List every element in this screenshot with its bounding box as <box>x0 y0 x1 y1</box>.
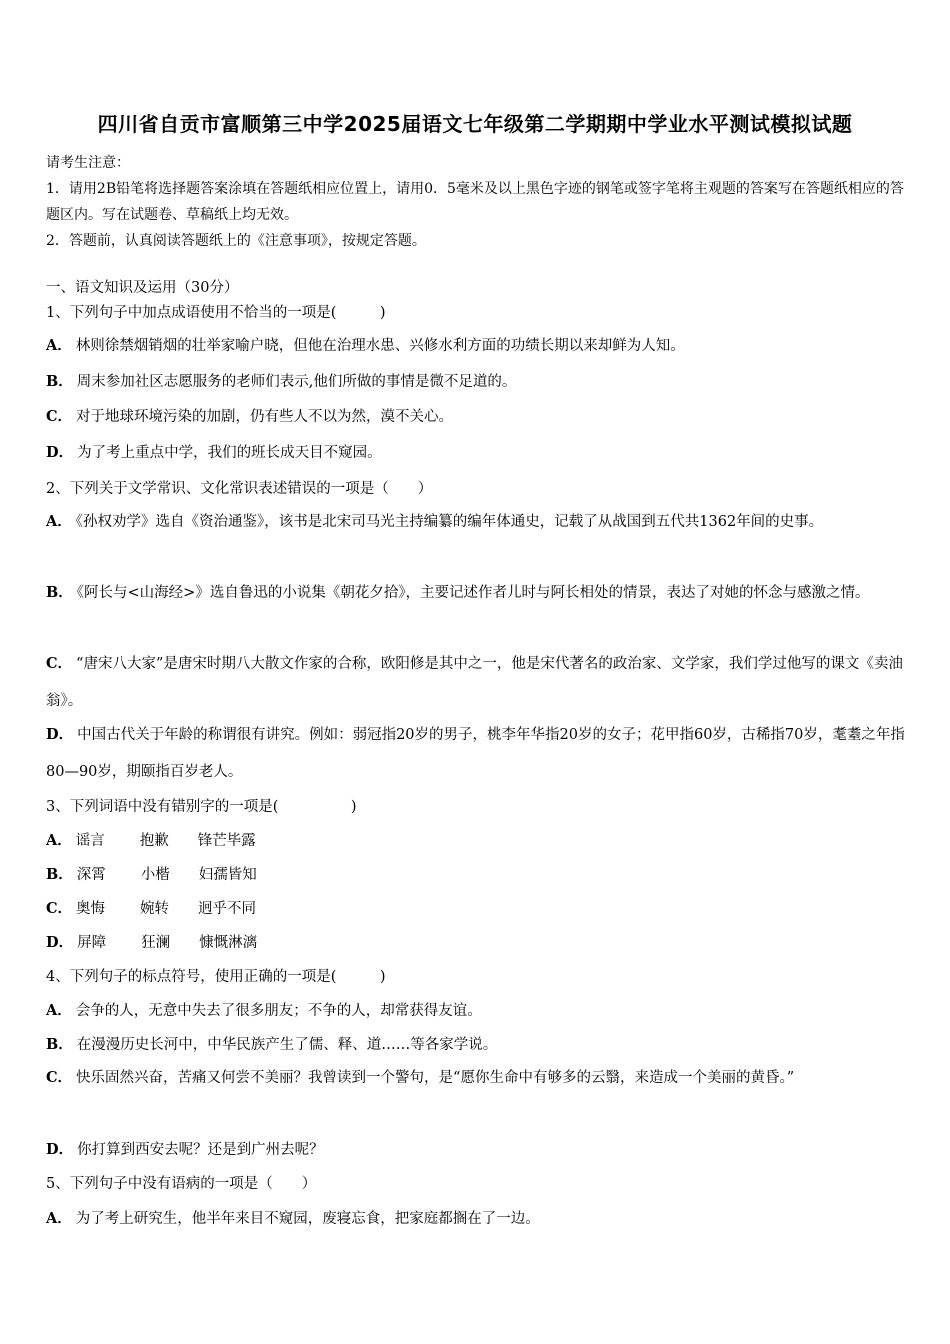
option-label: A． <box>46 1002 72 1019</box>
option-text: 会争的人，无意中失去了很多朋友；不争的人，却常获得友谊。 <box>75 1003 482 1019</box>
option-label: A． <box>46 513 72 530</box>
word: 婉转 <box>140 901 170 917</box>
option-label: A． <box>46 1210 72 1227</box>
q4-option-b <box>46 1033 906 1054</box>
q1-option-c <box>46 405 906 426</box>
q4-stem: 4、下列句子的标点符号，使用正确的一项是( ) <box>46 969 386 985</box>
q5-option-a <box>46 1207 906 1228</box>
option-text: 快乐固然兴奋，苦痛又何尝不美丽？我曾读到一个警句，是“愿你生命中有够多的云翳，来造成一个美丽的黄昏。” <box>76 1070 795 1086</box>
q4-option-d <box>46 1138 906 1159</box>
option-text: 为了考上重点中学，我们的班长成天目不窥园。 <box>77 445 382 461</box>
word: 锋芒毕露 <box>197 833 256 849</box>
option-text: 《阿长与<山海经>》选自鲁迅的小说集《朝花夕拾》，主要记述作者儿时与阿长相处的情景，表达了对她的怀念与感激之情。 <box>76 585 870 601</box>
section-heading: 一、语文知识及运用（30分） <box>46 280 239 296</box>
word: 小楷 <box>140 867 170 883</box>
notice-item-1: 1．请用2B铅笔将选择题答案涂填在答题纸相应位置上，请用0．5毫米及以上黑色字迹的钢笔或签字笔将主观题的答案写在答题纸相应的答题区内。写在试题卷、草稿纸上均无效。 <box>46 181 904 223</box>
option-label: A． <box>46 832 72 849</box>
exam-title: 四川省自贡市富顺第三中学2025届语文七年级第二学期期中学业水平测试模拟试题 <box>97 112 853 136</box>
notice-heading: 请考生注意： <box>46 155 130 171</box>
option-label: D． <box>46 934 74 951</box>
word: 抱歉 <box>139 833 169 849</box>
option-text: 林则徐禁烟销烟的壮举家喻户晓，但他在治理水患、兴修水利方面的功绩长期以来却鲜为人知。 <box>75 338 685 354</box>
option-text: 你打算到西安去呢？还是到广州去呢？ <box>77 1142 324 1158</box>
q3-option-a <box>46 829 906 850</box>
q1-option-b <box>46 370 906 391</box>
option-text: 对于地球环境污染的加剧，仍有些人不以为然，漠不关心。 <box>76 409 454 425</box>
word: 慷慨淋漓 <box>199 935 258 951</box>
option-text: 在漫漫历史长河中，中华民族产生了儒、释、道……等各家学说。 <box>76 1037 498 1053</box>
q4-option-c <box>46 1059 906 1097</box>
q3-option-b <box>46 863 906 884</box>
q1-option-a <box>46 334 906 355</box>
q2-option-c <box>46 645 906 720</box>
q2-option-d <box>46 716 906 791</box>
option-text: 《孙权劝学》选自《资治通鉴》，该书是北宋司马光主持编纂的编年体通史，记载了从战国到五代共1362年间的史事。 <box>75 514 824 530</box>
option-label: D． <box>46 444 74 461</box>
word: 妇孺皆知 <box>198 867 257 883</box>
option-text: “唐宋八大家”是唐宋时期八大散文作家的合称，欧阳修是其中之一，他是宋代著名的政治家、文学家，我们学过他写的课文《卖油翁》。 <box>46 656 903 709</box>
q2-option-a <box>46 503 906 541</box>
option-text: 周末参加社区志愿服务的老师们表示,他们所做的事情是微不足道的。 <box>76 374 517 390</box>
option-label: C． <box>46 655 73 672</box>
q2-stem: 2、下列关于文学常识、文化常识表述错误的一项是（ ） <box>46 481 433 497</box>
option-label: A． <box>46 337 72 354</box>
option-label: B． <box>46 373 73 390</box>
q3-stem: 3、下列词语中没有错别字的一项是( ) <box>46 799 357 815</box>
option-label: B． <box>46 866 73 883</box>
word: 迥乎不同 <box>198 901 257 917</box>
word: 深霄 <box>76 867 106 883</box>
word: 谣言 <box>75 833 105 849</box>
q3-option-c <box>46 897 906 918</box>
notice-item-2: 2．答题前，认真阅读答题纸上的《注意事项》，按规定答题。 <box>46 233 426 249</box>
option-label: B． <box>46 1036 73 1053</box>
q2-option-b <box>46 574 906 612</box>
word: 狂澜 <box>141 935 171 951</box>
option-label: C． <box>46 1069 73 1086</box>
q4-option-a <box>46 999 906 1020</box>
option-label: C． <box>46 408 73 425</box>
q1-stem: 1、下列句子中加点成语使用不恰当的一项是( ) <box>46 305 386 321</box>
option-label: C． <box>46 900 73 917</box>
notice-block <box>46 150 906 254</box>
q3-option-d <box>46 931 906 952</box>
word: 奥悔 <box>76 901 106 917</box>
option-text: 中国古代关于年龄的称谓很有讲究。例如：弱冠指20岁的男子，桃李年华指20岁的女子；花甲指60岁，古稀指70岁，耄耋之年指80—90岁，期颐指百岁老人。 <box>46 727 905 780</box>
option-label: D． <box>46 726 74 743</box>
q5-stem: 5、下列句子中没有语病的一项是（ ） <box>46 1176 317 1192</box>
option-text: 为了考上研究生，他半年来目不窥园，废寝忘食，把家庭都搁在了一边。 <box>75 1211 540 1227</box>
word: 屏障 <box>77 935 107 951</box>
option-label: D． <box>46 1141 74 1158</box>
option-label: B． <box>46 584 73 601</box>
q1-option-d <box>46 441 906 462</box>
